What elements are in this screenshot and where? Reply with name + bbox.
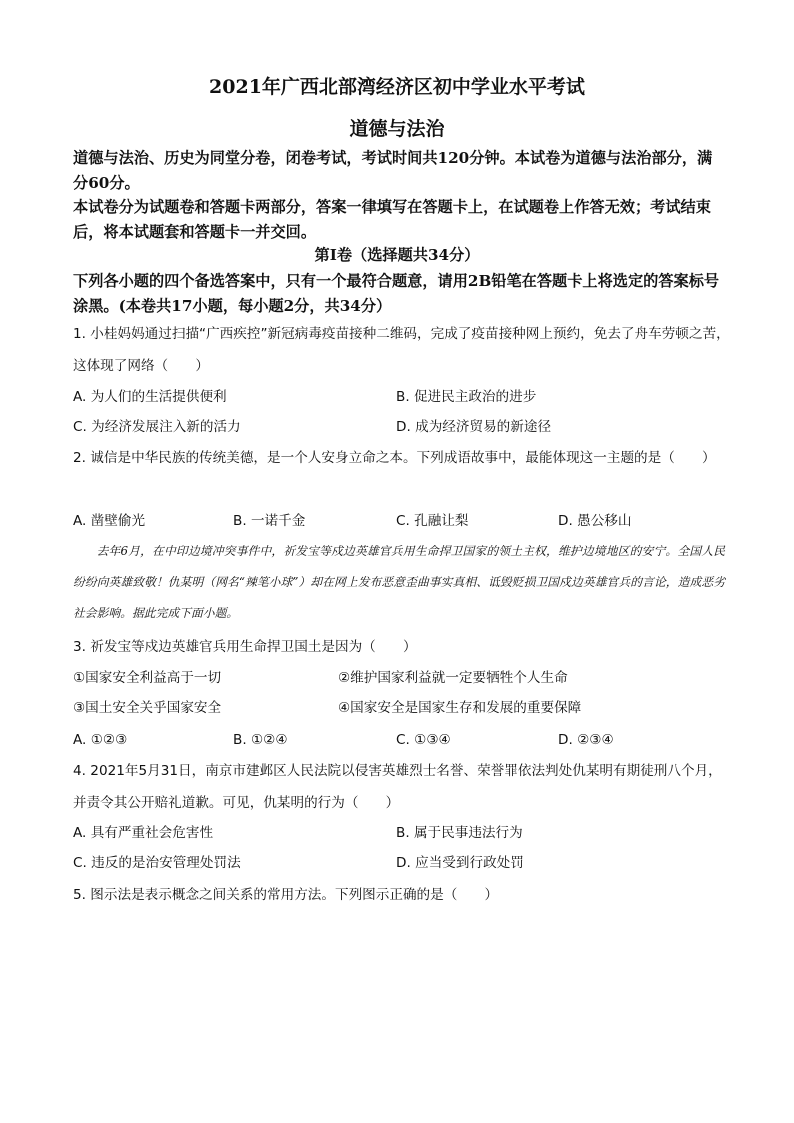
subject-title: 道德与法治 bbox=[349, 118, 445, 140]
intro-paragraph-2: 本试卷分为试题卷和答题卡两部分，答案一律填写在答题卡上，在试题卷上作答无效；考试结束后，将本试题套和答题卡一并交回。 bbox=[73, 198, 711, 241]
question-4-option-a: A. 具有严重社会危害性 bbox=[73, 825, 214, 841]
question-2-option-d: D. 愚公移山 bbox=[558, 513, 632, 529]
question-2-option-b: B. 一诺千金 bbox=[233, 513, 306, 529]
question-3-statement-4: ④国家安全是国家生存和发展的重要保障 bbox=[338, 700, 582, 716]
question-5-stem: 5. 图示法是表示概念之间关系的常用方法。下列图示正确的是（ ） bbox=[73, 887, 499, 903]
question-3-option-a: A. ①②③ bbox=[73, 732, 128, 748]
question-4-option-c: C. 违反的是治安管理处罚法 bbox=[73, 855, 241, 871]
question-1-option-d: D. 成为经济贸易的新途径 bbox=[396, 419, 552, 435]
section-title: 第Ⅰ卷（选择题共34分） bbox=[314, 246, 480, 264]
question-3-option-b: B. ①②④ bbox=[233, 732, 288, 748]
question-3-stem: 3. 祈发宝等戍边英雄官兵用生命捍卫国土是因为（ ） bbox=[73, 639, 417, 655]
question-1-option-b: B. 促进民主政治的进步 bbox=[396, 389, 537, 405]
question-1-stem: 1. 小桂妈妈通过扫描“广西疾控”新冠病毒疫苗接种二维码，完成了疫苗接种网上预约，免去了舟车劳顿之苦，这体现了网络（ ） bbox=[73, 326, 730, 374]
question-3-option-d: D. ②③④ bbox=[558, 732, 614, 748]
question-3-statement-3: ③国土安全关乎国家安全 bbox=[73, 700, 222, 716]
question-3-option-c: C. ①③④ bbox=[396, 732, 451, 748]
question-4-option-b: B. 属于民事违法行为 bbox=[396, 825, 523, 841]
question-1-option-c: C. 为经济发展注入新的活力 bbox=[73, 419, 241, 435]
exam-title: 2021年广西北部湾经济区初中学业水平考试 bbox=[209, 76, 585, 98]
intro-paragraph-1: 道德与法治、历史为同堂分卷，闭卷考试，考试时间共120分钟。本试卷为道德与法治部分，满分60分。 bbox=[73, 149, 713, 192]
section-instructions: 下列各小题的四个备选答案中，只有一个最符合题意，请用2B铅笔在答题卡上将选定的答案标号涂黑。(本卷共17小题，每小题2分，共34分） bbox=[73, 272, 720, 315]
question-4-option-d: D. 应当受到行政处罚 bbox=[396, 855, 524, 871]
question-4-stem: 4. 2021年5月31日，南京市建邺区人民法院以侵害英雄烈士名誉、荣誉罪依法判处仇某明有期徒刑八个月，并责令其公开赔礼道歉。可见，仇某明的行为（ ） bbox=[73, 763, 722, 811]
question-1-option-a: A. 为人们的生活提供便利 bbox=[73, 389, 227, 405]
question-3-statement-1: ①国家安全利益高于一切 bbox=[73, 670, 222, 686]
question-2-option-a: A. 凿壁偷光 bbox=[73, 513, 146, 529]
reading-material: 去年6月，在中印边境冲突事件中，祈发宝等戍边英雄官兵用生命捍卫国家的领土主权，维护边境地区的安宁。全国人民纷纷向英雄致敬！仇某明（网名“辣笔小球”）却在网上发布恶意歪曲事实真相、诋毁贬损卫国戍边英雄官兵的言论，造成恶劣社会影响。据此完成下面小题。 bbox=[73, 544, 725, 620]
question-3-statement-2: ②维护国家利益就一定要牺牲个人生命 bbox=[338, 670, 568, 686]
question-2-stem: 2. 诚信是中华民族的传统美德，是一个人安身立命之本。下列成语故事中，最能体现这一主题的是（ ） bbox=[73, 450, 716, 466]
question-2-option-c: C. 孔融让梨 bbox=[396, 513, 469, 529]
